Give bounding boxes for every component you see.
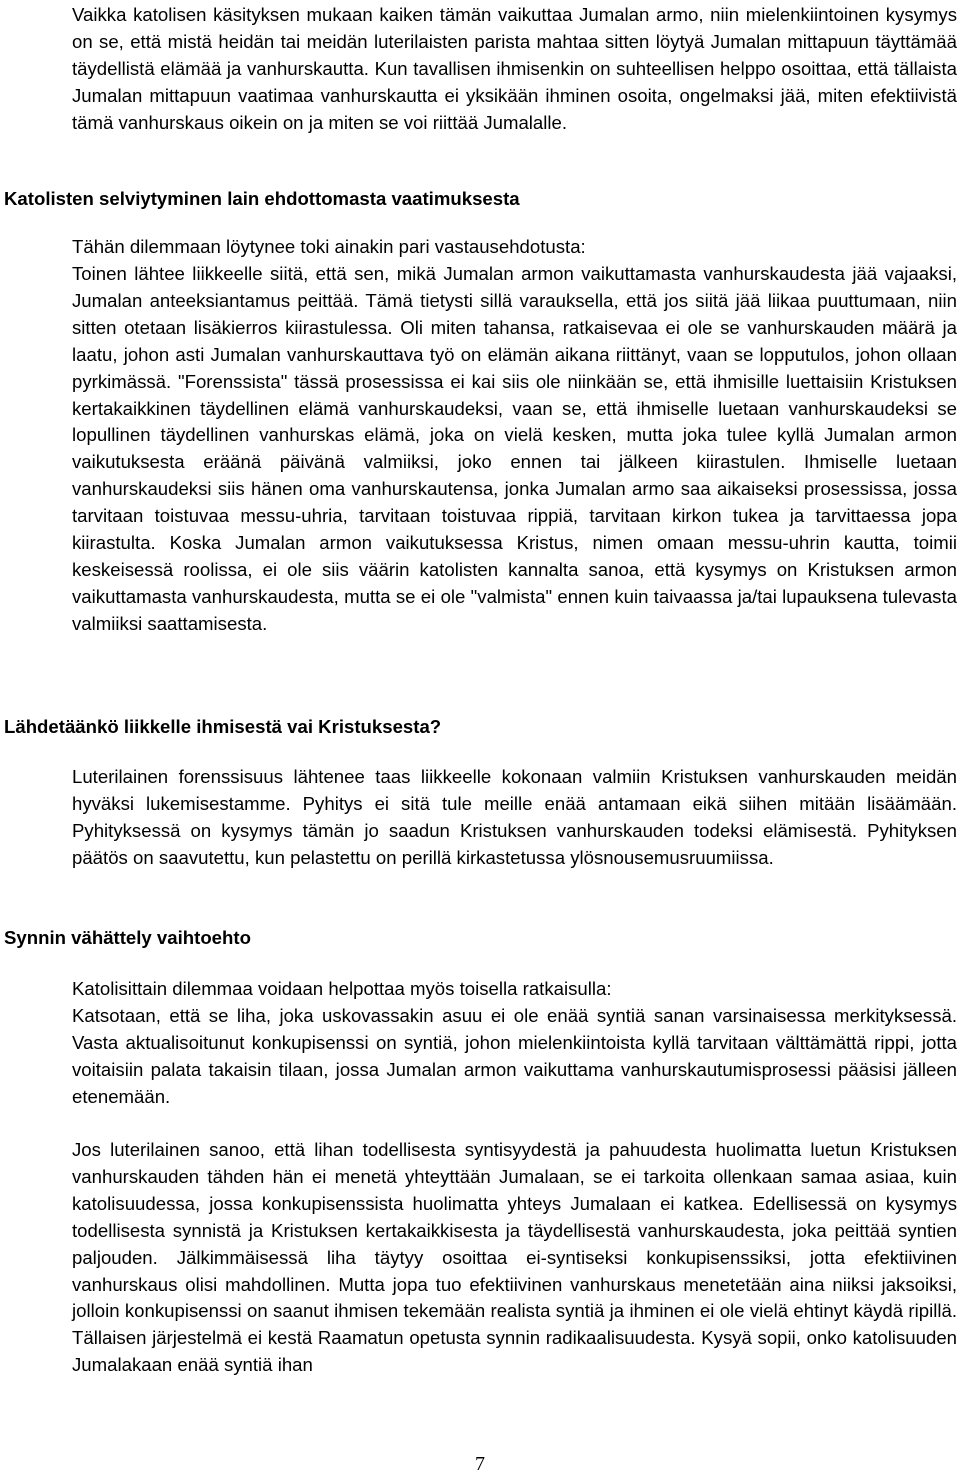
heading-starting-point: Lähdetäänkö liikkelle ihmisestä vai Kristuksesta? xyxy=(4,716,442,737)
heading-catholic-survival: Katolisten selviytyminen lain ehdottomasta vaatimuksesta xyxy=(4,188,520,209)
section-3-paragraph-1: Katsotaan, että se liha, joka uskovassakin asuu ei ole enää syntiä sanan varsinaisessa merkityksessä. Vasta aktualisoitunut konkupisenssi on syntiä, johon mielenkiintoista kyllä tarvitaan välttämättä rippi, jotta voitaisiin palata takaisin tilaan, jossa Jumalan armon vaikuttama vanhurskautumisprosessi pääsisi jälleen etenemään. xyxy=(72,1005,957,1107)
section-1-paragraph: Toinen lähtee liikkeelle siitä, että sen, mikä Jumalan armon vaikuttamasta vanhurskaudesta jää vajaaksi, Jumalan anteeksiantamus peittää. Tämä tietysti sillä varauksella, että jos siitä jää liikaa puuttumaan, niin sitten otetaan lisäkierros kiirastulessa. Oli miten tahansa, ratkaisevaa ei ole se vanhurskauden määrä ja laatu, johon asti Jumalan vanhurskauttava työ on elämän aikana riittänyt, vaan se lopputulos, johon ollaan pyrkimässä. "Forenssista" tässä prosessissa ei kai siis ole niinkään se, että ihmisille luettaisiin Kristuksen kertakaikkinen täydellinen elämä vanhurskaudeksi, vaan se, että ihmiselle luetaan vanhurskaudeksi se lopullinen täydellinen vanhurskas elämä, joka on vielä kesken, mutta joka tulee kyllä Jumalan armon vaikutuksesta eräänä päivänä valmiiksi, joko ennen tai jälkeen kiirastulen. Ihmiselle luetaan vanhurskaudeksi siis hänen oma vanhurskautensa, jonka Jumalan armo saa aikaiseksi prosessissa, jossa tarvitaan toistuvaa messu-uhria, tarvitaan toistuvaa rippiä, tarvitaan kirkon tukea ja tarvittaessa jopa kiirastulta. Koska Jumalan armon vaikutuksessa Kristus, nimen omaan messu-uhrin kautta, toimii keskeisessä roolissa, ei ole siis väärin katolisten kannalta sanoa, että kysymys on Kristuksen armon vaikuttamasta vanhurskaudesta, mutta se ei ole "valmista" ennen kuin taivaassa ja/tai lupauksena tulevasta valmiiksi saattamisesta. xyxy=(72,263,957,634)
section-2-paragraph: Luterilainen forenssisuus lähtenee taas liikkeelle kokonaan valmiin Kristuksen vanhurskauden meidän hyväksi lukemisestamme. Pyhitys ei sitä tule meille enää antamaan eikä siihen mitään lisäämään. Pyhityksessä on kysymys tämän jo saadun Kristuksen vanhurskauden todeksi elämisestä. Pyhityksen päätös on saavutettu, kun pelastettu on perillä kirkastetussa ylösnousemusruumiissa. xyxy=(72,766,957,868)
section-1-intro-line: Tähän dilemmaan löytynee toki ainakin pari vastausehdotusta: xyxy=(72,236,586,257)
page-number: 7 xyxy=(475,1453,485,1475)
heading-minimizing-sin: Synnin vähättely vaihtoehto xyxy=(4,927,251,948)
intro-paragraph: Vaikka katolisen käsityksen mukaan kaiken tämän vaikuttaa Jumalan armo, niin mielenkiintoinen kysymys on se, että mistä heidän tai meidän luterilaisten parista mahtaa sitten löytyä Jumalan mittapuun täyttämää täydellistä elämää ja vanhurskautta. Kun tavallisen ihmisenkin on suhteellisen helppo osoittaa, että tällaista Jumalan mittapuun vaatimaa vanhurskautta ei yksikään ihminen osoita, ongelmaksi jää, miten efektiivistä tämä vanhurskaus oikein on ja miten se voi riittää Jumalalle. xyxy=(72,4,957,133)
section-3-paragraph-2: Jos luterilainen sanoo, että lihan todellisesta syntisyydestä ja pahuudesta huolimatta luetun Kristuksen vanhurskauden tähden hän ei menetä yhteyttään Jumalaan, se ei tarkoita ollenkaan samaa asiaa, kuin katolisuudessa, jossa konkupisenssista huolimatta yhteys Jumalaan ei katkea. Edellisessä on kysymys todellisesta synnistä ja Kristuksen kertakaikkisesta ja täydellisestä vanhurskaudesta, joka peittää syntien paljouden. Jälkimmäisessä liha täytyy osoittaa ei-syntiseksi konkupisenssiksi, jotta efektiivinen vanhurskaus olisi mahdollinen. Mutta jopa tuo efektiivinen vanhurskaus menetetään aina niiksi jaksoiksi, jolloin konkupisenssi on saanut ihmisen tekemään realista syntiä ja ihminen ei ole vielä ehtinyt käydä ripillä. Tällaisen järjestelmä ei kestä Raamatun opetusta synnin radikaalisuudesta. Kysyä sopii, onko katolisuuden Jumalakaan enää syntiä ihan xyxy=(72,1139,957,1376)
section-3-intro-line: Katolisittain dilemmaa voidaan helpottaa myös toisella ratkaisulla: xyxy=(72,978,612,999)
